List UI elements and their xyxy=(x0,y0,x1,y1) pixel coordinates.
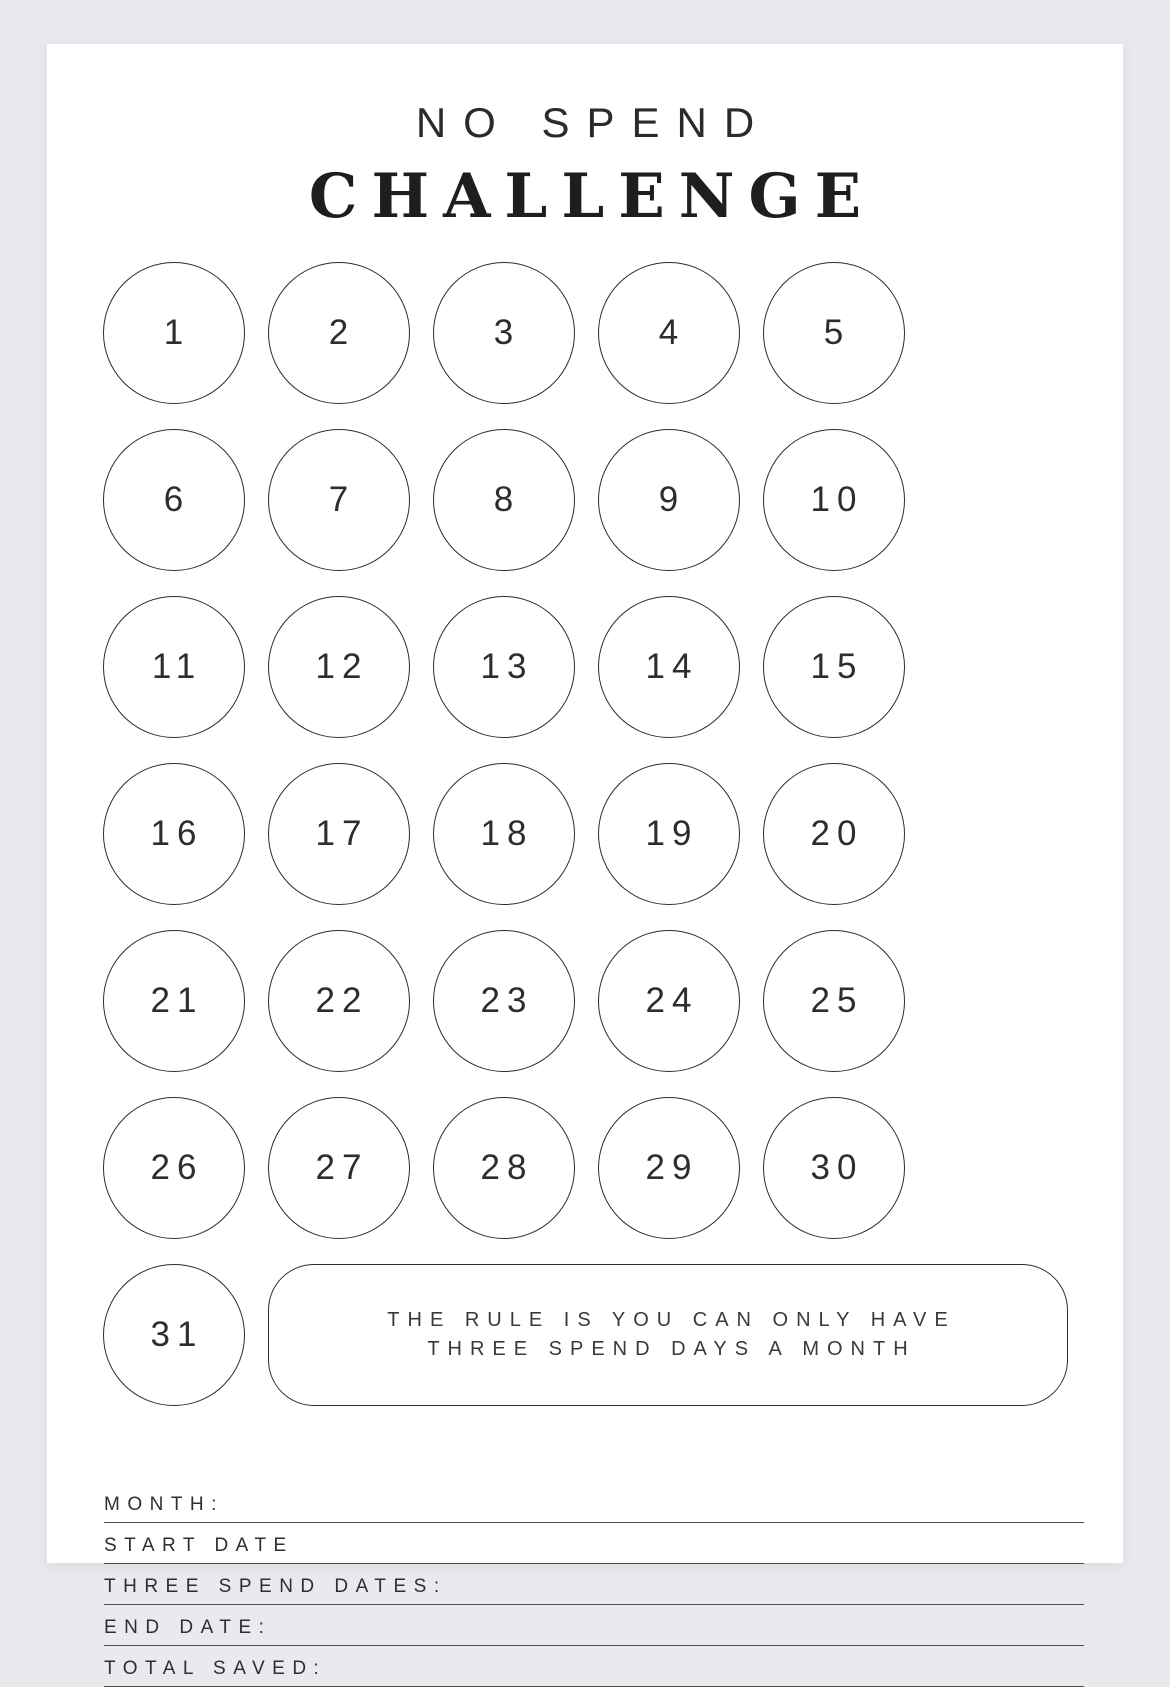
day-circle-4[interactable]: 4 xyxy=(598,262,740,404)
rule-text-line1: THE RULE IS YOU CAN ONLY HAVE xyxy=(387,1309,956,1331)
day-circle-15[interactable]: 15 xyxy=(763,596,905,738)
canvas xyxy=(0,44,1170,1679)
form-label-total-saved: TOTAL SAVED: xyxy=(104,1658,327,1679)
day-circle-2[interactable]: 2 xyxy=(268,262,410,404)
day-circle-16[interactable]: 16 xyxy=(103,763,245,905)
form-field-total-saved[interactable] xyxy=(104,1646,1084,1687)
last-row xyxy=(103,1264,1068,1406)
rule-text-line2: THREE SPEND DAYS A MONTH xyxy=(427,1338,916,1360)
form-label-start-date: START DATE xyxy=(104,1535,294,1556)
day-circle-13[interactable]: 13 xyxy=(433,596,575,738)
page-subtitle: CHALLENGE xyxy=(308,161,876,232)
day-circle-22[interactable]: 22 xyxy=(268,930,410,1072)
day-circle-8[interactable]: 8 xyxy=(433,429,575,571)
tracker-form xyxy=(104,1482,1084,1687)
day-circle-30[interactable]: 30 xyxy=(763,1097,905,1239)
day-circle-24[interactable]: 24 xyxy=(598,930,740,1072)
day-circle-25[interactable]: 25 xyxy=(763,930,905,1072)
day-31-slot xyxy=(103,1264,245,1406)
day-circle-17[interactable]: 17 xyxy=(268,763,410,905)
day-circle-19[interactable]: 19 xyxy=(598,763,740,905)
day-circle-14[interactable]: 14 xyxy=(598,596,740,738)
rule-box xyxy=(268,1264,1068,1406)
form-field-month[interactable] xyxy=(104,1482,1084,1523)
day-circle-9[interactable]: 9 xyxy=(598,429,740,571)
day-circle-26[interactable]: 26 xyxy=(103,1097,245,1239)
day-circle-12[interactable]: 12 xyxy=(268,596,410,738)
form-label-three-spend-dates: THREE SPEND DATES: xyxy=(104,1576,447,1597)
day-circle-21[interactable]: 21 xyxy=(103,930,245,1072)
day-circle-5[interactable]: 5 xyxy=(763,262,905,404)
day-circle-20[interactable]: 20 xyxy=(763,763,905,905)
form-label-end-date: END DATE: xyxy=(104,1617,272,1638)
day-circle-18[interactable]: 18 xyxy=(433,763,575,905)
form-label-month: MONTH: xyxy=(104,1494,224,1515)
day-circle-6[interactable]: 6 xyxy=(103,429,245,571)
form-field-three-spend-dates[interactable] xyxy=(104,1564,1084,1605)
form-field-end-date[interactable] xyxy=(104,1605,1084,1646)
day-circle-7[interactable]: 7 xyxy=(268,429,410,571)
days-grid xyxy=(103,262,1068,1239)
page-title: NO SPEND xyxy=(415,99,772,146)
day-circle-27[interactable]: 27 xyxy=(268,1097,410,1239)
day-circle-28[interactable]: 28 xyxy=(433,1097,575,1239)
day-circle-23[interactable]: 23 xyxy=(433,930,575,1072)
day-circle-11[interactable]: 11 xyxy=(103,596,245,738)
form-field-start-date[interactable] xyxy=(104,1523,1084,1564)
planner-page xyxy=(47,44,1123,1679)
day-circle-31[interactable]: 31 xyxy=(103,1264,245,1406)
day-circle-10[interactable]: 10 xyxy=(763,429,905,571)
day-circle-3[interactable]: 3 xyxy=(433,262,575,404)
day-circle-29[interactable]: 29 xyxy=(598,1097,740,1239)
day-circle-1[interactable]: 1 xyxy=(103,262,245,404)
